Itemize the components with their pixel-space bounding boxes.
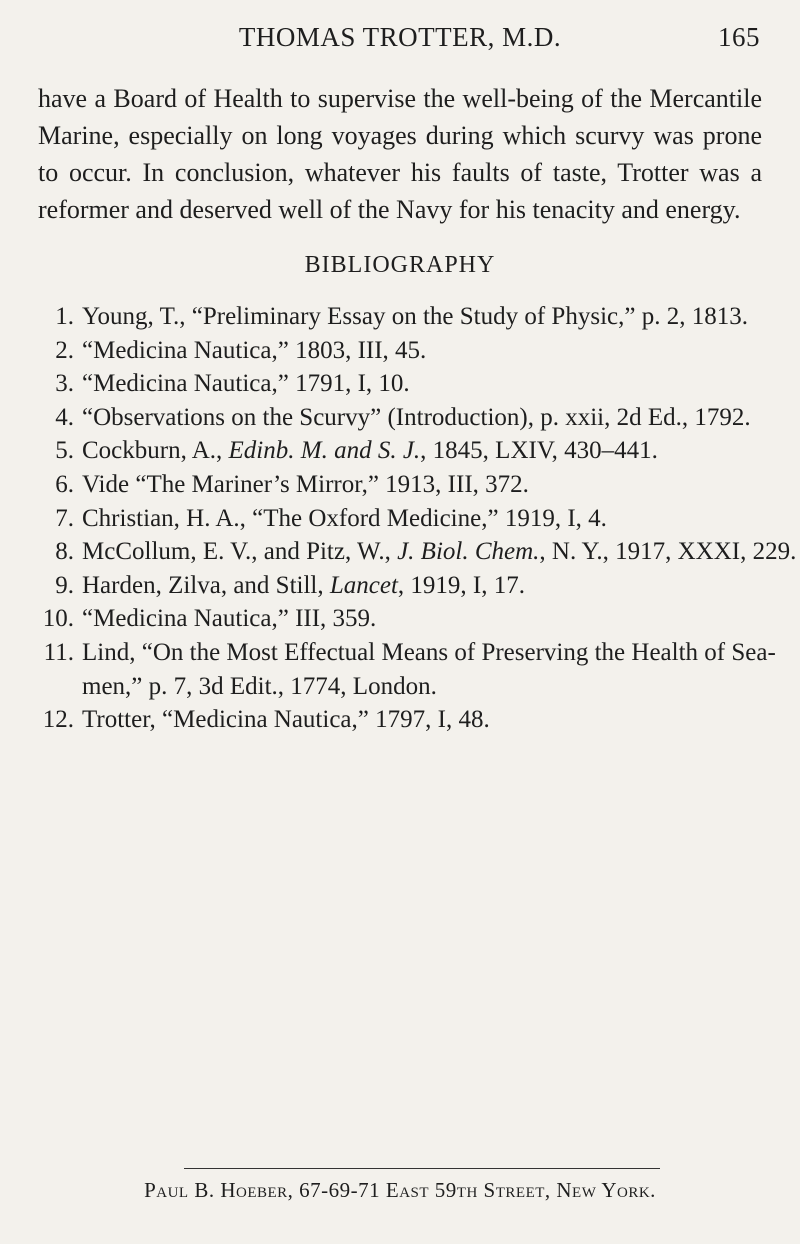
entry-number: 12. xyxy=(42,706,74,734)
bibliography-entry xyxy=(38,569,762,603)
bibliography-entry xyxy=(38,602,762,636)
publisher-imprint: Paul B. Hoeber, 67-69-71 East 59th Street, New York. xyxy=(144,1178,656,1202)
entry-number: 4. xyxy=(55,403,74,431)
entry-continuation: men,” p. 7, 3d Edit., 1774, London. xyxy=(82,672,437,700)
page-number: 165 xyxy=(718,22,760,52)
entry-number: 2. xyxy=(55,336,74,364)
entry-text: , 1919, I, 17. xyxy=(397,571,525,599)
entry-text: Lind, “On the Most Effectual Means of Preserving the Health of Sea- xyxy=(82,638,776,666)
entry-number: 10. xyxy=(42,605,74,633)
bibliography-entry xyxy=(38,300,762,334)
entry-text: Vide “The Mariner’s Mirror,” 1913, III, 372. xyxy=(82,470,529,498)
bibliography-heading: BIBLIOGRAPHY xyxy=(304,252,496,278)
entry-text: Cockburn, A., xyxy=(82,437,229,465)
bibliography-list xyxy=(38,300,797,737)
body-paragraph: have a Board of Health to supervise the well-being of the Mercantile Marine, especially on long voyages during which scurvy was prone to occur. In conclusion, whatever his faults of taste, Trotter was a reformer and deserved well of the Navy for his tenacity and energy. xyxy=(38,84,762,224)
bibliography-entry xyxy=(38,468,762,502)
footer-rule xyxy=(184,1168,660,1169)
entry-number: 1. xyxy=(55,303,74,330)
entry-text: McCollum, E. V., and Pitz, W., xyxy=(82,538,398,566)
entry-text: “Medicina Nautica,” 1803, III, 45. xyxy=(82,336,427,364)
entry-number: 6. xyxy=(55,470,74,498)
entry-text: “Observations on the Scurvy” (Introduction), p. xxii, 2d Ed., 1792. xyxy=(82,403,751,431)
entry-number: 3. xyxy=(55,370,74,398)
running-head-title: THOMAS TROTTER, M.D. xyxy=(238,22,562,52)
entry-text: , 1845, LXIV, 430–441. xyxy=(420,437,658,465)
bibliography-entry xyxy=(38,401,762,435)
entry-text: Christian, H. A., “The Oxford Medicine,” 1919, I, 4. xyxy=(82,504,607,532)
entry-number: 7. xyxy=(55,504,74,532)
bibliography-entry xyxy=(38,334,762,368)
entry-number: 9. xyxy=(55,571,74,599)
entry-text: Trotter, “Medicina Nautica,” 1797, I, 48. xyxy=(82,706,490,734)
entry-text: , N. Y., 1917, XXXI, 229. xyxy=(539,538,797,566)
entry-journal-title: Edinb. M. and S. J. xyxy=(228,437,421,465)
entry-text: “Medicina Nautica,” III, 359. xyxy=(82,605,377,633)
bibliography-entry xyxy=(38,703,762,737)
entry-number: 8. xyxy=(55,538,74,566)
bibliography-entry xyxy=(38,535,797,569)
bibliography-entry xyxy=(38,434,762,468)
bibliography-entry xyxy=(38,502,762,536)
entry-text: “Medicina Nautica,” 1791, I, 10. xyxy=(82,370,410,398)
entry-journal-title: J. Biol. Chem. xyxy=(397,538,540,566)
entry-journal-title: Lancet xyxy=(329,571,398,599)
entry-number: 11. xyxy=(43,638,74,666)
entry-text: Young, T., “Preliminary Essay on the Study of Physic,” p. 2, 1813. xyxy=(82,303,748,330)
entry-number: 5. xyxy=(55,437,74,465)
entry-text: Harden, Zilva, and Still, xyxy=(82,571,330,599)
bibliography-entry xyxy=(38,367,762,401)
bibliography-entry xyxy=(38,636,776,703)
